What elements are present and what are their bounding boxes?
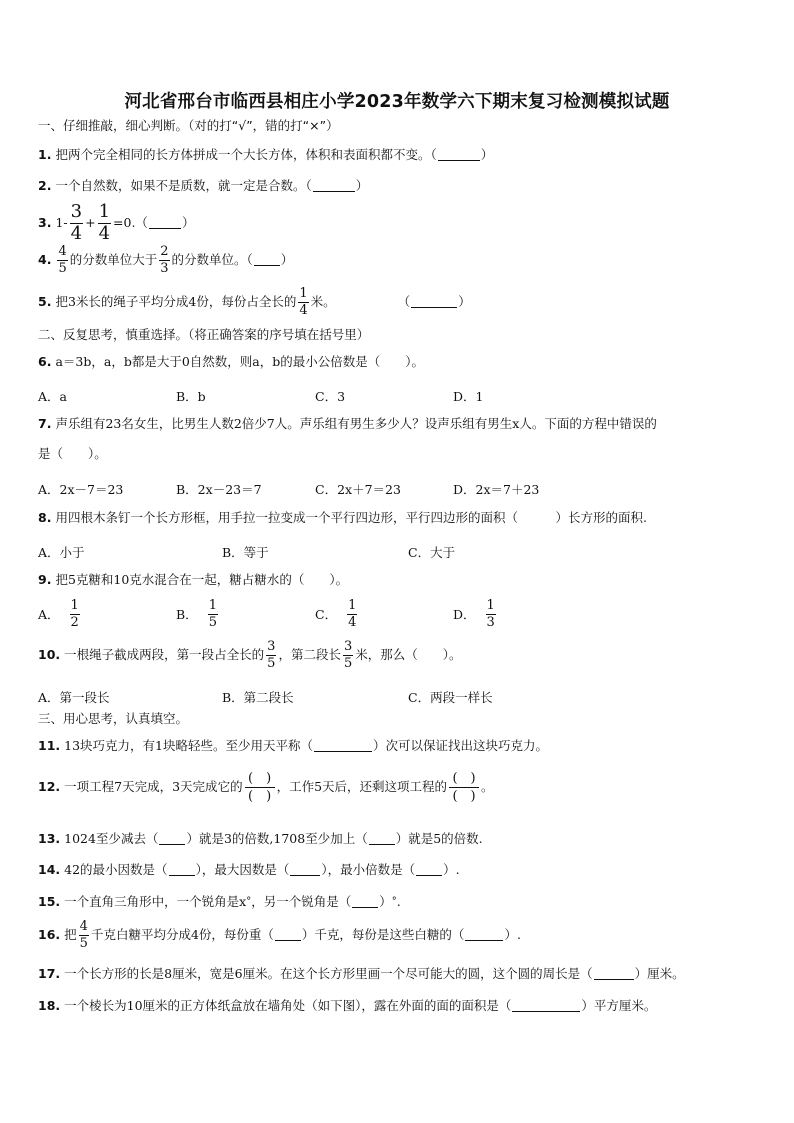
answer-blank[interactable] <box>314 740 372 752</box>
option-label: C．两段一样长 <box>408 690 493 705</box>
section-3-heading <box>38 713 188 726</box>
fraction-4-5 <box>79 920 89 950</box>
question-7-continued <box>38 448 107 461</box>
question-number: 5. <box>38 293 52 309</box>
question-2 <box>38 180 368 193</box>
numerator: 4 <box>58 244 67 259</box>
option-a[interactable] <box>38 688 110 706</box>
fraction-bar <box>245 787 275 788</box>
answer-blank[interactable] <box>169 864 195 876</box>
question-1 <box>38 149 493 162</box>
denominator-blank: ( ) <box>248 789 272 804</box>
question-text: ） <box>379 894 392 909</box>
denominator: 4 <box>98 222 111 244</box>
section-3-text: 三、用心思考，认真填空。 <box>38 711 189 726</box>
fraction-3-5 <box>343 640 353 670</box>
question-3 <box>38 203 194 244</box>
question-number: 11. <box>38 738 61 753</box>
question-number: 9. <box>38 572 52 587</box>
option-label: A．2x－7＝23 <box>38 482 124 497</box>
numerator: 3 <box>343 639 353 654</box>
question-text: 的分数单位。（ <box>171 251 253 267</box>
denominator: 4 <box>70 222 83 244</box>
numerator-blank: ( ) <box>452 771 476 786</box>
question-text: 米，那么（ ）。 <box>355 646 462 662</box>
option-b[interactable] <box>176 387 206 405</box>
question-number: 7. <box>38 416 52 431</box>
question-number: 15. <box>38 894 61 909</box>
question-text: 13块巧克力，有1块略轻些。至少用天平称（ <box>64 738 314 753</box>
question-number: 4. <box>38 251 52 267</box>
question-text: ）. <box>504 926 521 942</box>
fraction-1-4 <box>298 287 308 317</box>
numerator: 1 <box>299 286 308 301</box>
question-text: 把 <box>64 926 77 942</box>
question-text: ，工作5天后，还剩这项工程的 <box>276 779 448 795</box>
paren-close: ） <box>458 293 471 309</box>
option-label: B．b <box>176 389 206 404</box>
answer-blank[interactable] <box>149 217 181 229</box>
option-c[interactable] <box>408 543 455 561</box>
answer-blank[interactable] <box>369 833 395 845</box>
denominator: 3 <box>160 260 169 276</box>
option-label: A．a <box>38 389 67 404</box>
option-d[interactable] <box>453 387 483 405</box>
denominator: 4 <box>299 302 308 318</box>
numerator: 1 <box>486 598 495 613</box>
question-text: 一个长方形的长是8厘米，宽是6厘米。在这个长方形里画一个尽可能大的圆，这个圆的周长是（ <box>64 966 593 981</box>
numerator: 1 <box>208 598 217 613</box>
denominator: 3 <box>486 614 495 630</box>
question-number: 3. <box>38 215 52 231</box>
option-label: B．第二段长 <box>222 690 294 705</box>
blank-fraction[interactable] <box>245 772 275 803</box>
option-letter: A． <box>38 607 60 623</box>
option-a[interactable] <box>38 480 123 498</box>
option-label: C．2x＋7＝23 <box>315 482 401 497</box>
question-text: 用四根木条钉一个长方形框，用手拉一拉变成一个平行四边形，平行四边形的面积（ ）长方形的面积. <box>55 510 647 525</box>
option-label: A．小于 <box>38 545 85 560</box>
answer-blank[interactable] <box>275 929 301 941</box>
question-text: 的分数单位大于 <box>69 251 158 267</box>
question-16 <box>38 920 521 950</box>
question-text: ），最大因数是（ <box>195 862 290 877</box>
numerator: 1 <box>348 598 357 613</box>
plus-sign: + <box>85 215 96 231</box>
question-18 <box>38 1000 656 1013</box>
option-label: B．2x－23＝7 <box>176 482 262 497</box>
question-10 <box>38 640 462 670</box>
question-number: 6. <box>38 354 52 369</box>
numerator: 3 <box>267 639 276 654</box>
denominator: 5 <box>267 655 276 671</box>
paren-close: ） <box>480 147 494 162</box>
option-d[interactable] <box>453 599 498 629</box>
question-text: ）就是5的倍数. <box>395 831 483 846</box>
question-text: 1024至少减去（ <box>64 831 159 846</box>
paren-close: ） <box>355 178 369 193</box>
answer-blank[interactable] <box>313 180 355 192</box>
fraction-option <box>486 599 496 629</box>
question-text: 。 <box>481 779 494 795</box>
degree-symbol: ° <box>391 896 397 908</box>
numerator: 1 <box>70 598 79 613</box>
option-label: D．2x＝7＋23 <box>453 482 540 497</box>
option-b[interactable] <box>222 543 269 561</box>
answer-blank[interactable] <box>438 149 480 161</box>
question-text: 一个棱长为10厘米的正方体纸盒放在墙角处（如下图），露在外面的面的面积是（ <box>64 998 512 1013</box>
paren-close: ） <box>181 215 195 231</box>
answer-blank[interactable] <box>512 1000 580 1012</box>
denominator: 5 <box>343 655 353 671</box>
denominator: 2 <box>70 614 79 630</box>
option-letter: C． <box>315 607 338 623</box>
question-6 <box>38 356 424 369</box>
question-number: 17. <box>38 966 61 981</box>
question-text: 声乐组有23名女生，比男生人数2倍少7人。声乐组有男生多少人？设声乐组有男生x人。下面的方程中错误的 <box>55 416 657 431</box>
option-a[interactable] <box>38 599 82 629</box>
question-number: 12. <box>38 779 61 795</box>
option-a[interactable] <box>38 387 67 405</box>
question-number: 8. <box>38 510 52 525</box>
question-4 <box>38 245 293 275</box>
question-text: ，另一个锐角是（ <box>251 894 352 909</box>
question-number: 10. <box>38 646 61 662</box>
question-text: 把5克糖和10克水混合在一起，糖占糖水的（ ）。 <box>55 572 349 587</box>
numerator-blank: ( ) <box>248 771 272 786</box>
fraction-3-5 <box>266 640 276 670</box>
option-c[interactable] <box>408 688 493 706</box>
fraction-1-4 <box>98 203 111 244</box>
section-2-text: 二、反复思考，慎重选择。（将正确答案的序号填在括号里） <box>38 327 370 342</box>
question-7 <box>38 418 657 431</box>
fraction-option <box>347 599 357 629</box>
answer-blank[interactable] <box>159 833 185 845</box>
numerator: 2 <box>160 244 169 259</box>
option-label: C．大于 <box>408 545 456 560</box>
option-d[interactable] <box>453 480 539 498</box>
degree-symbol: ° <box>246 896 252 908</box>
numerator: 4 <box>79 919 88 934</box>
question-number: 14. <box>38 862 61 877</box>
question-text: 1- <box>55 215 68 231</box>
question-17 <box>38 968 685 981</box>
numerator: 3 <box>70 201 83 222</box>
answer-blank[interactable] <box>411 296 457 308</box>
question-number: 13. <box>38 831 61 846</box>
question-8 <box>38 512 647 525</box>
exam-title: 河北省邢台市临西县相庄小学2023年数学六下期末复习检测模拟试题 <box>124 92 670 112</box>
question-text: 一个自然数，如果不是质数，就一定是合数。（ <box>55 178 312 193</box>
option-a[interactable] <box>38 543 85 561</box>
option-c[interactable] <box>315 387 345 405</box>
question-12 <box>38 772 494 803</box>
option-c[interactable] <box>315 480 401 498</box>
fraction-option <box>208 599 218 629</box>
section-2-heading <box>38 329 369 342</box>
question-text: a＝3b，a，b都是大于0自然数，则a，b的最小公倍数是（ ）。 <box>55 354 424 369</box>
option-letter: D． <box>453 607 476 623</box>
option-b[interactable] <box>222 688 294 706</box>
answer-blank[interactable] <box>352 896 378 908</box>
answer-blank[interactable] <box>416 864 442 876</box>
answer-blank[interactable] <box>465 929 503 941</box>
question-text: ）. <box>443 862 460 877</box>
question-text: 一根绳子截成两段，第一段占全长的 <box>64 646 265 662</box>
question-text: =0.（ <box>113 215 148 231</box>
question-text: 千克白糖平均分成4份，每份重（ <box>90 926 274 942</box>
paren-open: （ <box>397 293 411 309</box>
question-15 <box>38 896 401 909</box>
question-text: ）千克，每份是这些白糖的（ <box>301 926 465 942</box>
question-5 <box>38 287 471 317</box>
blank-fraction[interactable] <box>449 772 479 803</box>
fraction-bar <box>449 787 479 788</box>
question-text: 是（ ）。 <box>38 446 107 461</box>
option-label: A．第一段长 <box>38 690 110 705</box>
option-letter: B． <box>176 607 198 623</box>
question-number: 2. <box>38 178 52 193</box>
fraction-option <box>70 599 80 629</box>
question-text: ，第二段长 <box>278 646 341 662</box>
paren-close: ） <box>280 251 294 267</box>
denominator: 5 <box>58 260 67 276</box>
question-14 <box>38 864 460 877</box>
answer-blank[interactable] <box>594 968 634 980</box>
question-text: 一个直角三角形中，一个锐角是x <box>64 894 247 909</box>
denominator: 5 <box>79 935 88 951</box>
option-b[interactable] <box>176 480 262 498</box>
question-text: 把两个完全相同的长方体拼成一个大长方体，体积和表面积都不变。（ <box>55 147 437 162</box>
option-label: B．等于 <box>222 545 269 560</box>
section-1-heading <box>38 120 339 133</box>
option-b[interactable] <box>176 599 220 629</box>
question-text: 42的最小因数是（ <box>64 862 168 877</box>
denominator: 5 <box>208 614 217 630</box>
question-text: 一项工程7天完成，3天完成它的 <box>64 779 243 795</box>
section-1-text: 一、仔细推敲，细心判断。（对的打“√”，错的打“×”） <box>38 118 339 133</box>
option-label: C．3 <box>315 389 346 404</box>
question-11 <box>38 740 548 753</box>
numerator: 1 <box>98 201 111 222</box>
question-text: ）厘米。 <box>634 966 685 981</box>
question-text: ）就是3的倍数,1708至少加上（ <box>186 831 368 846</box>
question-number: 16. <box>38 926 61 942</box>
denominator-blank: ( ) <box>452 789 476 804</box>
question-number: 18. <box>38 998 61 1013</box>
question-9 <box>38 574 348 587</box>
question-text: . <box>396 894 401 909</box>
question-text: ）次可以保证找出这块巧克力。 <box>373 738 549 753</box>
fraction-2-3 <box>159 245 169 275</box>
question-number: 1. <box>38 147 52 162</box>
answer-blank[interactable] <box>290 864 320 876</box>
fraction-4-5 <box>57 245 67 275</box>
fraction-3-4 <box>70 203 83 244</box>
option-c[interactable] <box>315 599 359 629</box>
question-13 <box>38 833 483 846</box>
question-text: ）平方厘米。 <box>581 998 657 1013</box>
denominator: 4 <box>348 614 357 630</box>
question-text: 把3米长的绳子平均分成4份，每份占全长的 <box>55 293 297 309</box>
option-label: D．1 <box>453 389 484 404</box>
answer-blank[interactable] <box>254 254 280 266</box>
question-text: 米。 <box>310 293 336 309</box>
question-text: ），最小倍数是（ <box>321 862 416 877</box>
